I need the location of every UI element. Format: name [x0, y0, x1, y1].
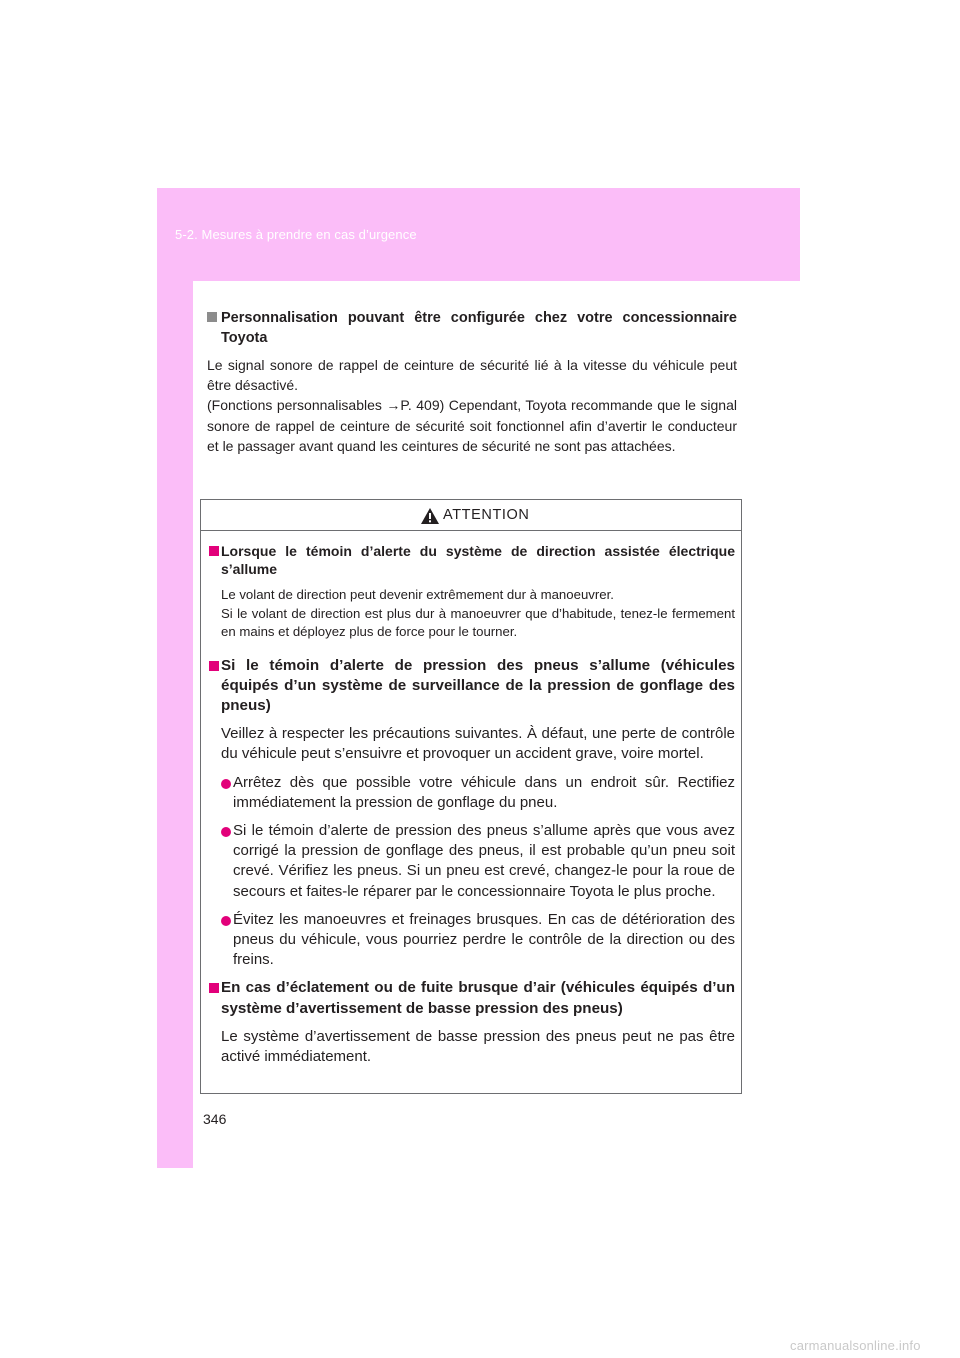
bullet-text: Arrêtez dès que possible votre véhicule dans un endroit sûr. Rectifiez immédiatement la pression de gonflage du pneu.: [233, 773, 735, 811]
list-item: [221, 773, 735, 813]
customization-text-1: Le signal sonore de rappel de ceinture de sécurité lié à la vitesse du véhicule peut être désactivé.: [207, 357, 737, 394]
bullet-text: Évitez les manoeuvres et freinages brusques. En cas de détérioration des pneus du véhicule, vous pourriez perdre le contrôle de la direction ou des freins.: [233, 910, 735, 969]
attention-block-tire-pressure: [209, 656, 735, 971]
customization-title: Personnalisation pouvant être configurée chez votre concessionnaire Toyota: [221, 310, 737, 346]
round-bullet-icon: [221, 916, 231, 926]
watermark: carmanualsonline.info: [790, 1338, 921, 1353]
blowout-body: Le système d’avertissement de basse pression des pneus peut ne pas être activé immédiatement.: [221, 1027, 735, 1065]
power-steering-text-1: Le volant de direction peut devenir extrêmement dur à manoeuvrer.: [221, 587, 614, 602]
attention-content: [209, 542, 735, 1067]
round-bullet-icon: [221, 827, 231, 837]
square-bullet-icon: [209, 983, 219, 993]
attention-header: [201, 500, 741, 531]
customization-section: [207, 308, 737, 456]
attention-block-blowout: [209, 978, 735, 1067]
round-bullet-icon: [221, 779, 231, 789]
customization-heading: [207, 308, 737, 348]
square-bullet-icon: [209, 546, 219, 556]
square-bullet-icon: [207, 312, 217, 322]
power-steering-text-2: Si le volant de direction est plus dur à manoeuvrer que d’habitude, tenez-le fermement en mains et déployez plus de force pour le tourner.: [221, 605, 735, 639]
page-number: 346: [203, 1111, 227, 1127]
attention-block-power-steering: [209, 542, 735, 642]
section-title: 5-2. Mesures à prendre en cas d’urgence: [175, 227, 417, 242]
power-steering-title: Lorsque le témoin d’alerte du système de direction assistée électrique s’allume: [221, 543, 735, 577]
power-steering-body: [221, 586, 735, 642]
attention-title: ATTENTION: [443, 507, 530, 523]
warning-triangle-icon: [420, 507, 440, 525]
tire-pressure-title: Si le témoin d’alerte de pression des pneus s’allume (véhicules équipés d’un système de surveillance de la pression de gonflage des pneus): [221, 656, 735, 714]
bullet-text: Si le témoin d’alerte de pression des pneus s’allume après que vous avez corrigé la pression de gonflage des pneus, il est probable qu’un pneu soit crevé. Vérifiez les pneus. Si un pneu est crevé, changez-le pour la roue de secours et faites-le réparer par le concessionnaire Toyota le plus proche.: [233, 821, 735, 900]
customization-text-2: (Fonctions personnalisables →P. 409) Cependant, Toyota recommande que le signal sonore de rappel de ceinture de sécurité soit fonctionnel afin d’avertir le conducteur et le passager avant quand les ceintures de sécurité ne sont pas attachées.: [207, 397, 737, 454]
blowout-title: En cas d’éclatement ou de fuite brusque d’air (véhicules équipés d’un système d’avertissement de basse pression des pneus): [221, 979, 735, 1017]
attention-box: [200, 499, 742, 1094]
list-item: [221, 910, 735, 971]
side-margin-band: [157, 281, 193, 1168]
square-bullet-icon: [209, 661, 219, 671]
tire-pressure-body: Veillez à respecter les précautions suivantes. À défaut, une perte de contrôle du véhicule peut s’ensuivre et provoquer un accident grave, voire mortel.: [221, 725, 735, 763]
list-item: [221, 821, 735, 902]
customization-body: [207, 355, 737, 456]
